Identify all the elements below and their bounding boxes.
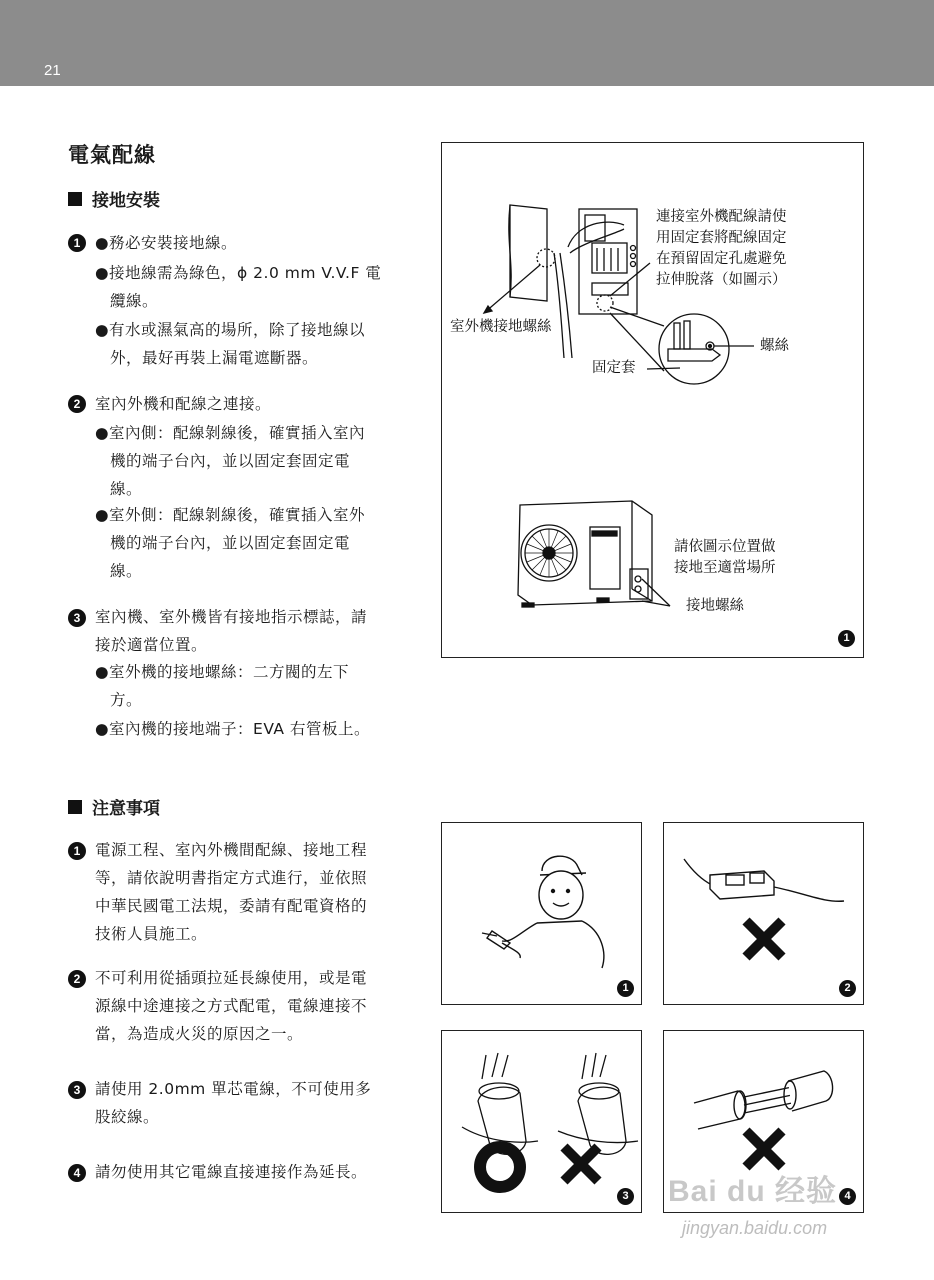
grounding-item-1-bullet-2: ●有水或濕氣高的場所，除了接地線以 外，最好再裝上漏電遮斷器。	[95, 321, 366, 367]
grounding-item-3-lead: 室內機、室外機皆有接地指示標誌，請 接於適當位置。	[95, 608, 368, 654]
grounding-item-2-lead: 室內外機和配線之連接。	[95, 395, 272, 413]
figure-number-badge: 2	[839, 980, 856, 997]
grounding-heading-text: 接地安裝	[92, 191, 160, 211]
item-number-badge: 2	[68, 395, 86, 413]
figure-number-badge: 1	[838, 630, 855, 647]
page-number: 21	[44, 62, 61, 79]
grounding-heading	[68, 186, 160, 211]
grounding-item-3-bullet-2: ●室內機的接地端子：EVA 右管板上。	[95, 720, 370, 738]
cautions-heading-text: 注意事項	[92, 799, 160, 819]
square-bullet-icon	[68, 800, 82, 814]
caution-item-3: 請使用 2.0mm 單芯電線，不可使用多 股絞線。	[95, 1080, 372, 1126]
caution-item-2: 不可利用從插頭拉延長線使用，或是電 源線中途連接之方式配電，電線連接不 當，為造成火災的原因之一。	[95, 969, 368, 1043]
item-number-badge: 3	[68, 609, 86, 627]
grounding-item-3-bullet-1: ●室外機的接地螺絲：二方閥的左下 方。	[95, 663, 350, 709]
grounding-item-1-lead: ●務必安裝接地線。	[95, 234, 238, 252]
item-number-badge: 1	[68, 842, 86, 860]
figure-extension-cord	[663, 822, 864, 1005]
wire-type-drawing	[442, 1031, 643, 1214]
grounding-diagram	[441, 142, 864, 658]
watermark-brand: Bai du 经验	[668, 1175, 838, 1208]
square-bullet-icon	[68, 192, 82, 206]
grounding-item-2-bullet-2: ●室外側：配線剝線後，確實插入室外 機的端子台內，並以固定套固定電 線。	[95, 506, 366, 580]
item-number-badge: 2	[68, 970, 86, 988]
figure-wire-type	[441, 1030, 642, 1213]
technician-drawing	[442, 823, 643, 1006]
item-number-badge: 4	[68, 1164, 86, 1182]
extension-cord-drawing	[664, 823, 865, 1006]
label-screw: 螺絲	[760, 338, 789, 354]
figure-technician	[441, 822, 642, 1005]
item-number-badge: 3	[68, 1081, 86, 1099]
section-title: 電氣配線	[68, 143, 156, 167]
grounding-item-2-bullet-1: ●室內側：配線剝線後，確實插入室內 機的端子台內，並以固定套固定電 線。	[95, 424, 366, 498]
item-number-badge: 1	[68, 234, 86, 252]
figure-number-badge: 3	[617, 1188, 634, 1205]
label-ground-screw: 接地螺絲	[686, 598, 744, 614]
label-ground-location: 請依圖示位置做 接地至適當場所	[674, 539, 776, 576]
page-header-bar	[0, 0, 934, 86]
caution-item-1: 電源工程、室內外機間配線、接地工程 等，請依說明書指定方式進行，並依照 中華民國電工法規，委請有配電資格的 技術人員施工。	[95, 841, 368, 943]
watermark-url: jingyan.baidu.com	[682, 1218, 828, 1238]
label-connect-note: 連接室外機配線請使 用固定套將配線固定 在預留固定孔處避免 拉伸脫落（如圖示）	[656, 209, 787, 288]
caution-item-4: 請勿使用其它電線直接連接作為延長。	[95, 1163, 368, 1181]
figure-number-badge: 4	[839, 1188, 856, 1205]
grounding-item-1-bullet-1: ●接地線需為綠色，ϕ 2.0 mm V.V.F 電 纜線。	[95, 264, 382, 310]
label-outdoor-ground-screw: 室外機接地螺絲	[450, 319, 552, 335]
figure-number-badge: 1	[617, 980, 634, 997]
cautions-heading	[68, 794, 160, 819]
label-fixing-sleeve: 固定套	[592, 360, 636, 376]
